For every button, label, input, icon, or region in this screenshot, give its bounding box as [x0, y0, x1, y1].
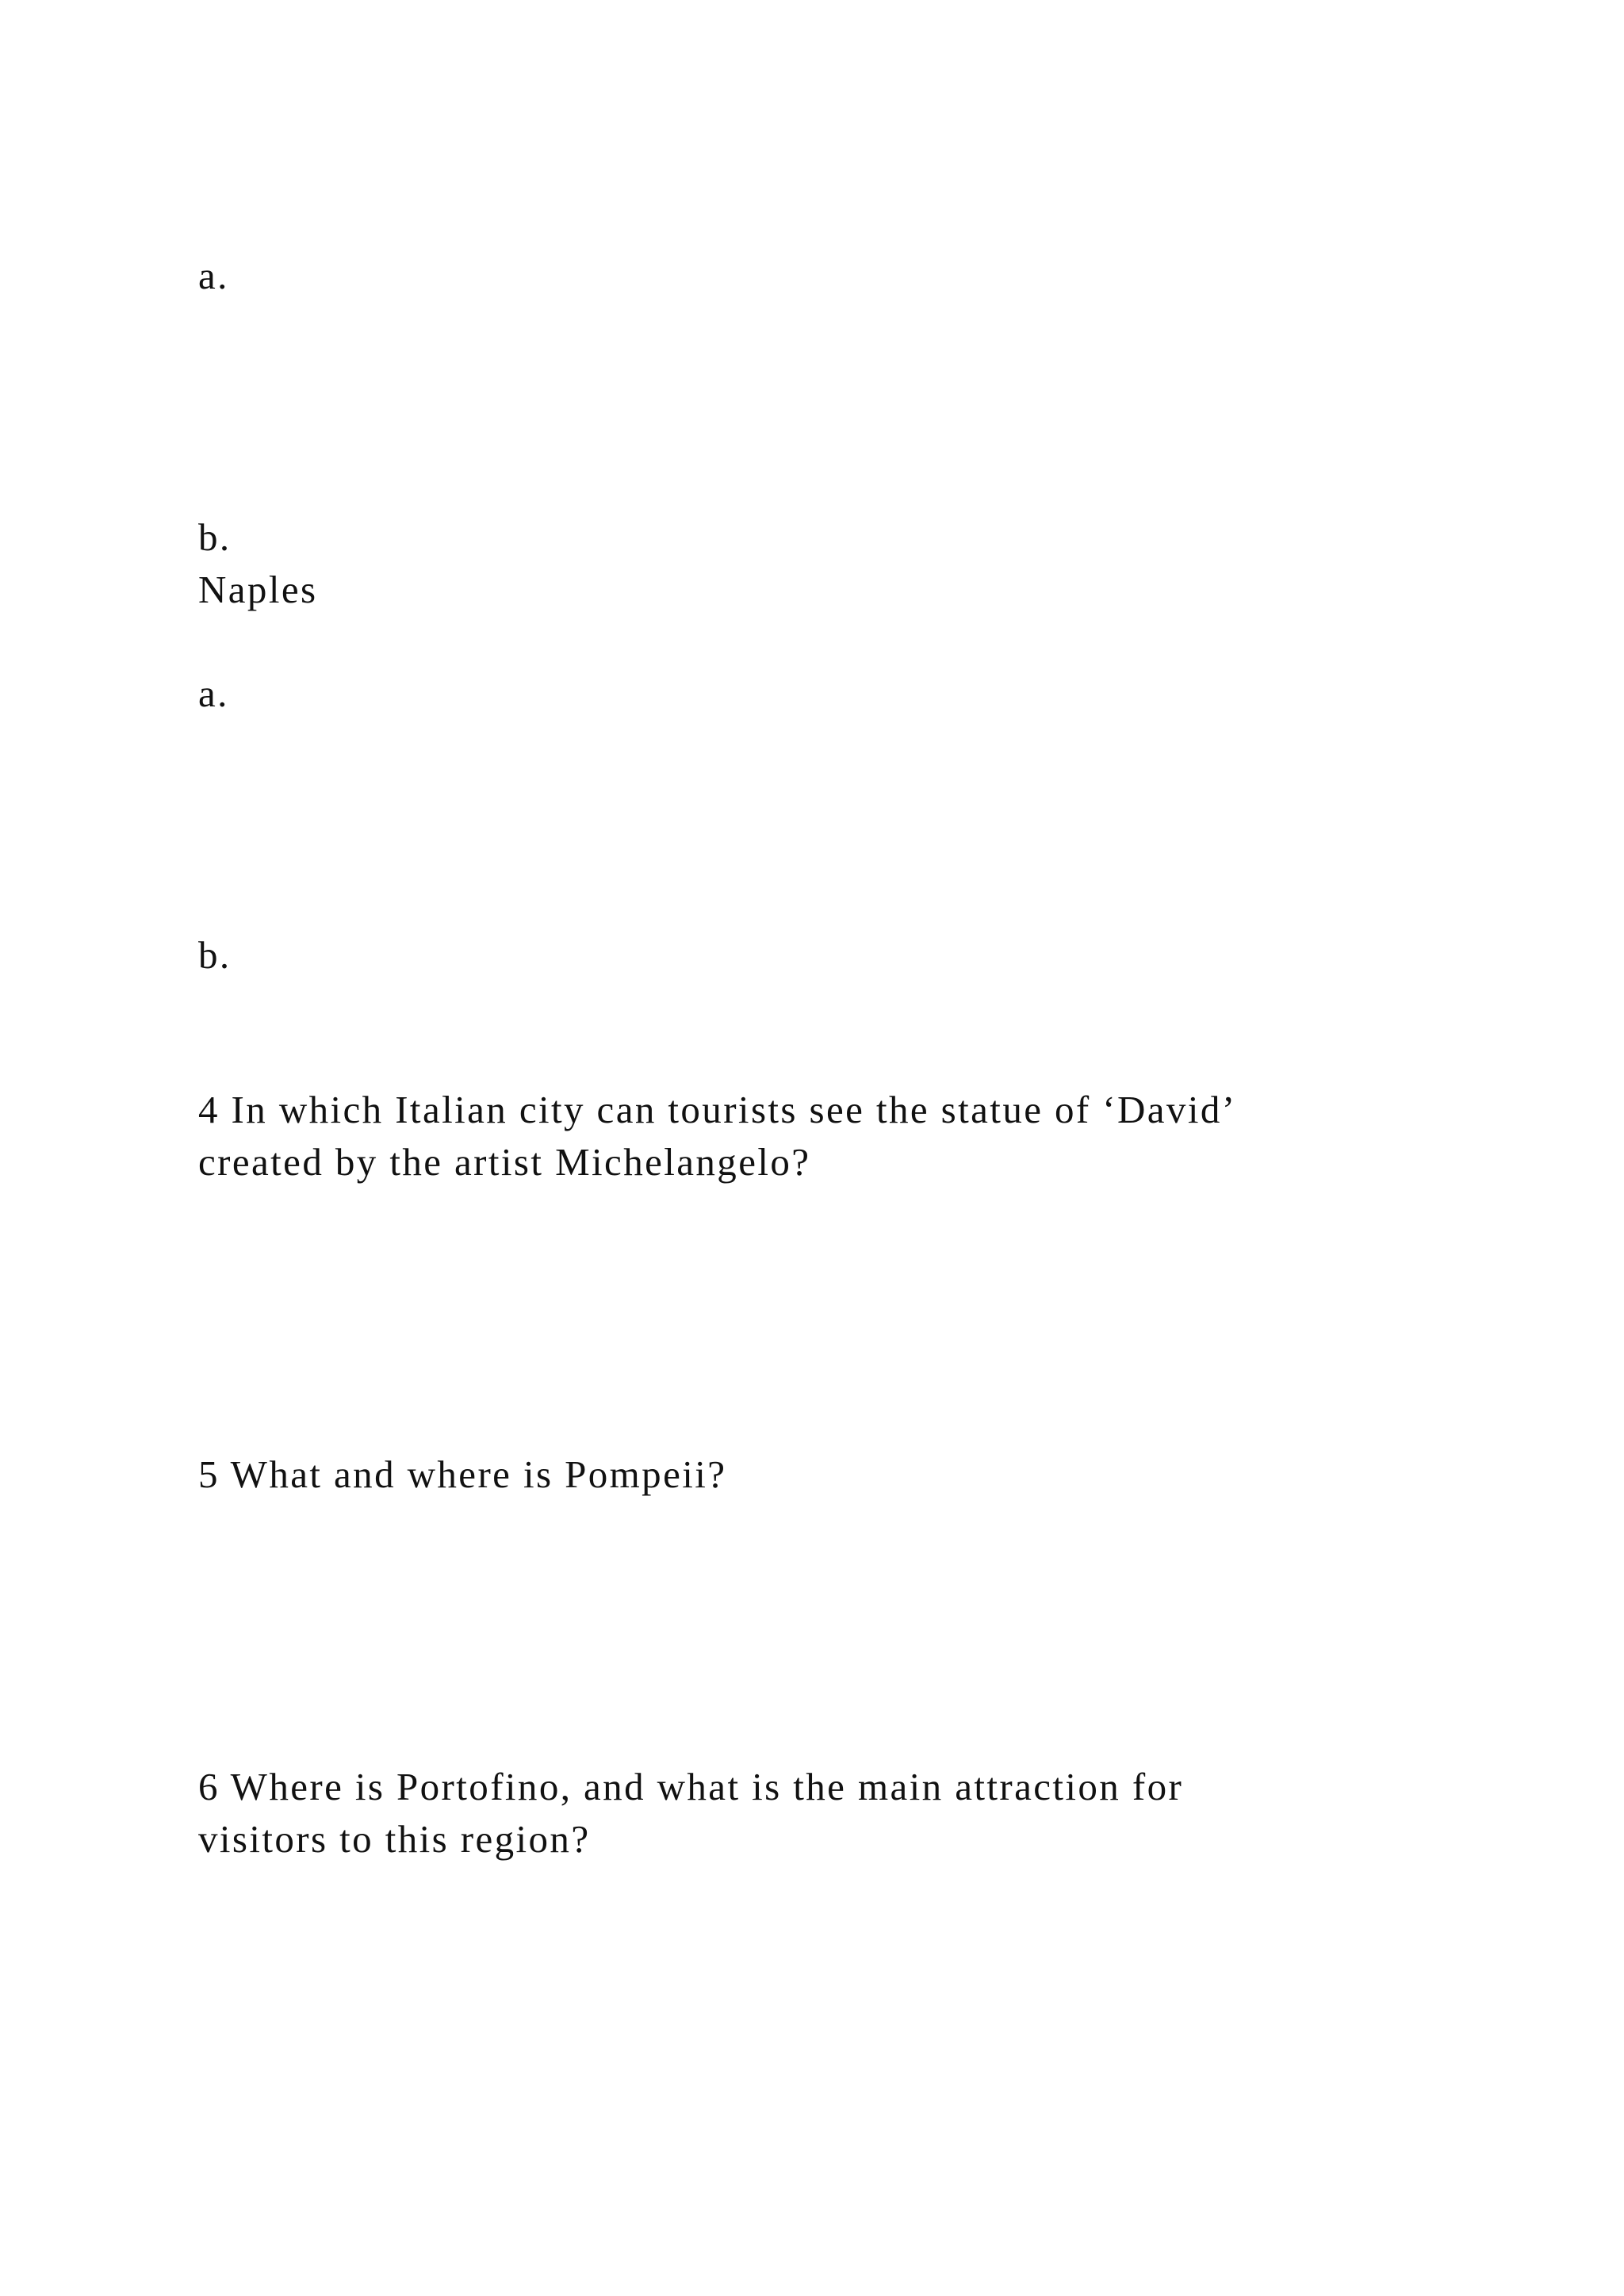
- question-4-line-1: 4 In which Italian city can tourists see the statue of ‘David’: [198, 1088, 1237, 1131]
- question-5: 5 What and where is Pompeii?: [198, 1452, 727, 1496]
- question-6-line-2: visitors to this region?: [198, 1817, 591, 1861]
- question-6-line-1: 6 Where is Portofino, and what is the main attraction for: [198, 1765, 1184, 1808]
- answer-label-a: a.: [198, 254, 229, 297]
- answer-text-naples: Naples: [198, 568, 318, 611]
- answer-label-b: b.: [198, 515, 232, 559]
- answer-label-b: b.: [198, 933, 232, 977]
- question-4-line-2: created by the artist Michelangelo?: [198, 1140, 811, 1184]
- answer-label-a: a.: [198, 672, 229, 715]
